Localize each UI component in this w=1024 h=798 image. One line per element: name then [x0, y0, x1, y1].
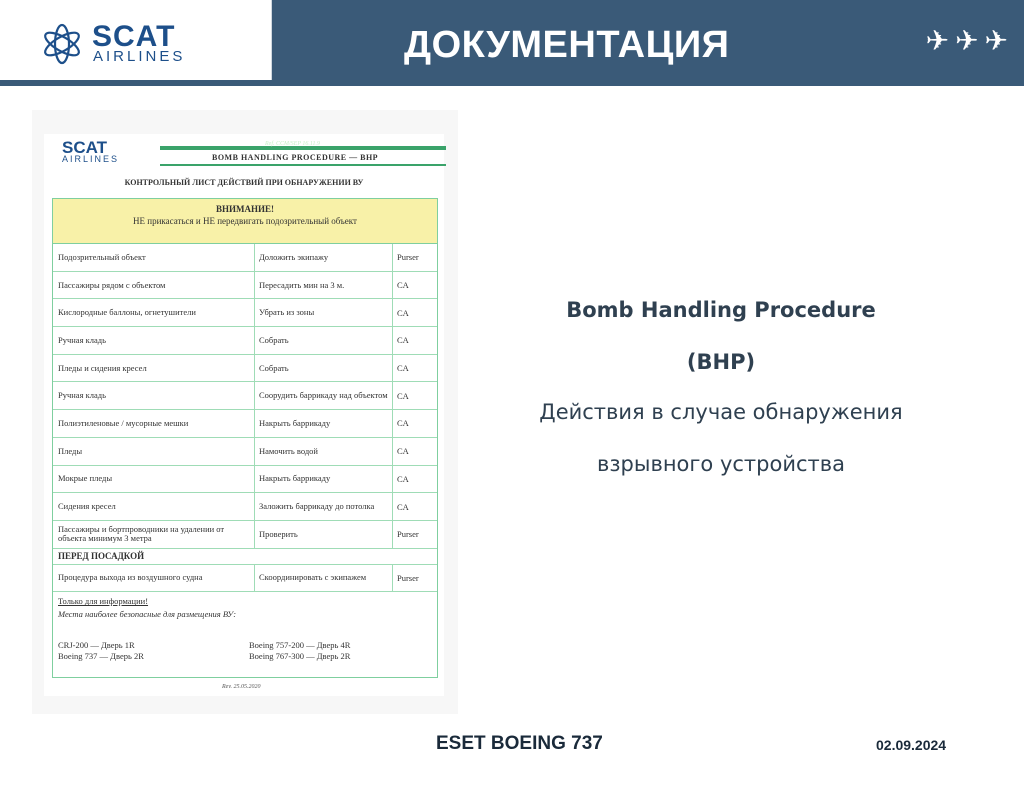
divider	[160, 164, 446, 166]
row-responsible: CA	[397, 363, 409, 374]
logo-name: SCAT	[92, 20, 176, 53]
row-action: Намочить водой	[255, 438, 393, 465]
row-responsible: CA	[397, 418, 409, 429]
info-subheading: Места наиболее безопасные для размещения ВУ:	[58, 609, 237, 620]
section-title: ПЕРЕД ПОСАДКОЙ	[53, 549, 437, 565]
row-item: Пледы и сидения кресел	[53, 355, 255, 382]
row-responsible: CA	[397, 501, 409, 512]
info-item: Boeing 737 — Дверь 2R	[58, 651, 144, 662]
page-title: ДОКУМЕНТАЦИЯ	[404, 24, 730, 66]
row-action: Проверить	[255, 521, 393, 548]
logo-subtitle: AIRLINES	[93, 48, 186, 65]
footer-date: 02.09.2024	[876, 737, 947, 753]
row-item: Кислородные баллоны, огнетушители	[53, 299, 255, 326]
procedure-heading: Bomb Handling Procedure	[566, 298, 876, 322]
table-row	[53, 355, 437, 383]
row-action: Накрыть баррикаду	[255, 410, 393, 437]
info-item: Boeing 767-300 — Дверь 2R	[249, 651, 351, 662]
document-logo-subtitle: AIRLINES	[62, 154, 120, 164]
row-action: Собрать	[255, 327, 393, 354]
row-item: Пассажиры и бортпроводники на удалении от объекта минимум 3 метра	[53, 521, 255, 548]
row-item: Пассажиры рядом с объектом	[53, 272, 255, 299]
table-row	[53, 382, 437, 410]
document-image	[44, 134, 444, 696]
decor-planes	[926, 26, 1008, 56]
row-item: Процедура выхода из воздушного судна	[53, 565, 255, 592]
row-item: Пледы	[53, 438, 255, 465]
row-item: Ручная кладь	[53, 327, 255, 354]
row-responsible: CA	[397, 280, 409, 291]
procedure-title: BOMB HANDLING PROCEDURE — BHP	[212, 153, 379, 162]
row-action: Соорудить баррикаду над объектом	[255, 382, 393, 409]
row-item: Ручная кладь	[53, 382, 255, 409]
table-row	[53, 410, 437, 438]
checklist-title: КОНТРОЛЬНЫЙ ЛИСТ ДЕЙСТВИЙ ПРИ ОБНАРУЖЕНИИ ВУ	[124, 178, 364, 187]
row-action: Заложить баррикаду до потолка	[255, 493, 393, 520]
table-row	[53, 327, 437, 355]
document-ref: Ref. CCM/SEP 16.11.9	[265, 141, 320, 147]
row-responsible: CA	[397, 473, 409, 484]
table-row	[53, 244, 437, 272]
row-responsible: CA	[397, 390, 409, 401]
revision-date: Rev. 25.05.2020	[222, 684, 261, 690]
checklist-table	[52, 198, 438, 678]
procedure-description-line1: Действия в случае обнаружения	[539, 400, 903, 424]
row-responsible: Purser	[397, 572, 419, 583]
logo	[0, 0, 272, 80]
info-item: CRJ-200 — Дверь 1R	[58, 640, 135, 651]
row-action: Собрать	[255, 355, 393, 382]
airplane-icon: ✈	[925, 24, 950, 57]
row-responsible: CA	[397, 335, 409, 346]
header-bar	[0, 0, 1024, 86]
table-row	[53, 272, 437, 300]
row-item: Мокрые пледы	[53, 466, 255, 493]
row-item: Сидения кресел	[53, 493, 255, 520]
procedure-abbrev: (BHP)	[686, 350, 756, 374]
footer-course: ESET BOEING 737	[436, 733, 603, 754]
row-action: Пересадить мин на 3 м.	[255, 272, 393, 299]
document-logo-name: SCAT	[62, 138, 108, 157]
table-row	[53, 521, 437, 549]
row-responsible: Purser	[397, 252, 419, 263]
table-row	[53, 466, 437, 494]
info-item: Boeing 757-200 — Дверь 4R	[249, 640, 351, 651]
info-heading: Только для информации!	[58, 596, 149, 607]
row-action: Скоординировать с экипажем	[255, 565, 393, 592]
table-row	[53, 438, 437, 466]
row-action: Убрать из зоны	[255, 299, 393, 326]
table-row	[53, 565, 437, 593]
row-action: Накрыть баррикаду	[255, 466, 393, 493]
row-action: Доложить экипажу	[255, 244, 393, 271]
table-row	[53, 299, 437, 327]
row-responsible: Purser	[397, 529, 419, 540]
info-left-list	[58, 640, 144, 662]
scat-logo-icon	[40, 22, 84, 66]
row-item: Полиэтиленовые / мусорные мешки	[53, 410, 255, 437]
row-item: Подозрительный объект	[53, 244, 255, 271]
airplane-icon: ✈	[955, 24, 979, 57]
procedure-description-line2: взрывного устройства	[596, 452, 846, 476]
warning-text: НЕ прикасаться и НЕ передвигать подозрительный объект	[133, 216, 357, 226]
row-responsible: CA	[397, 307, 409, 318]
airplane-icon: ✈	[984, 24, 1008, 57]
warning-title: ВНИМАНИЕ!	[216, 204, 274, 214]
document-header	[52, 138, 440, 164]
row-responsible: CA	[397, 446, 409, 457]
info-box	[53, 592, 437, 677]
info-right-list	[249, 640, 350, 662]
table-row	[53, 493, 437, 521]
warning-box	[53, 199, 437, 244]
